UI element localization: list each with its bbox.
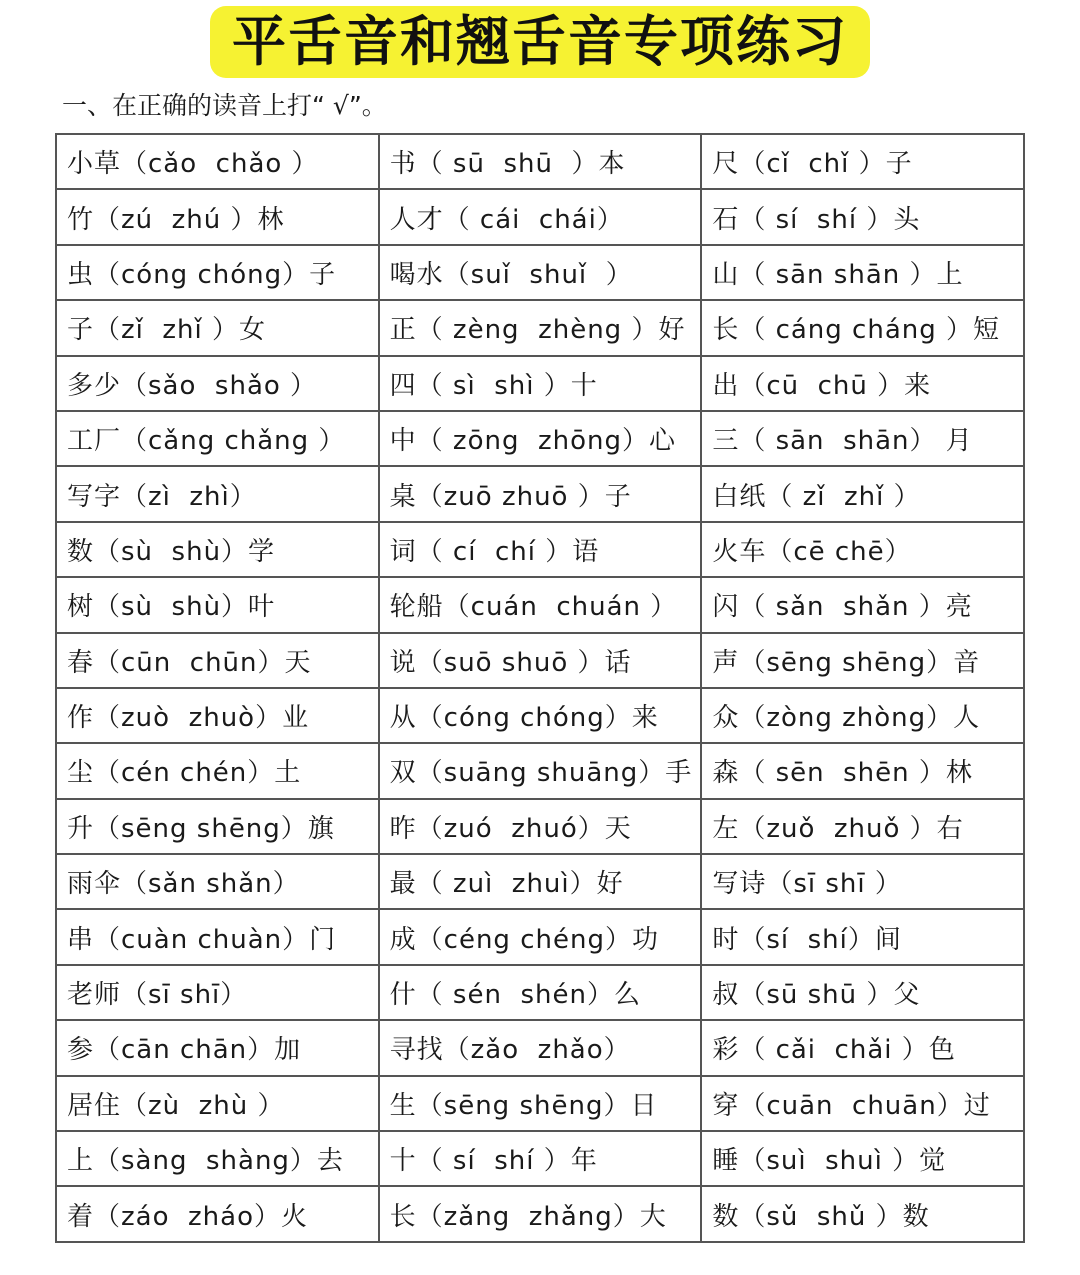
exercise-item[interactable]: 居住（zù zhù ） bbox=[67, 1090, 285, 1121]
exercise-item[interactable]: 数（sǔ shǔ ）数 bbox=[712, 1201, 930, 1232]
table-row bbox=[56, 522, 1024, 577]
table-row bbox=[56, 909, 1024, 964]
exercise-cell bbox=[56, 1076, 379, 1131]
exercise-item[interactable]: 众（zòng zhòng）人 bbox=[712, 703, 981, 734]
exercise-item[interactable]: 闪（ sǎn shǎn ）亮 bbox=[712, 592, 973, 623]
exercise-item[interactable]: 虫（cóng chóng）子 bbox=[67, 259, 337, 290]
exercise-cell bbox=[379, 245, 702, 300]
table-row bbox=[56, 466, 1024, 521]
exercise-item[interactable]: 词（ cí chí ）语 bbox=[389, 536, 600, 567]
exercise-item[interactable]: 小草（cǎo chǎo ） bbox=[67, 149, 319, 180]
exercise-item[interactable]: 人才（ cái chái） bbox=[389, 204, 624, 235]
exercise-item[interactable]: 雨伞（sǎn shǎn） bbox=[67, 869, 300, 900]
exercise-item[interactable]: 生（sēng shēng）日 bbox=[389, 1090, 658, 1121]
exercise-item[interactable]: 春（cūn chūn）天 bbox=[67, 647, 312, 678]
exercise-item[interactable]: 长（ cáng cháng ）短 bbox=[712, 315, 1001, 346]
exercise-item[interactable]: 子（zǐ zhǐ ）女 bbox=[67, 315, 267, 346]
exercise-cell bbox=[701, 799, 1024, 854]
exercise-item[interactable]: 最（ zuì zhuì）好 bbox=[389, 869, 624, 900]
exercise-item[interactable]: 老师（sī shī） bbox=[67, 980, 248, 1011]
table-row bbox=[56, 633, 1024, 688]
exercise-cell bbox=[56, 1131, 379, 1186]
exercise-cell bbox=[56, 688, 379, 743]
exercise-cell bbox=[56, 909, 379, 964]
exercise-cell bbox=[56, 522, 379, 577]
exercise-cell bbox=[56, 300, 379, 355]
exercise-cell bbox=[56, 466, 379, 521]
exercise-item[interactable]: 着（záo zháo）火 bbox=[67, 1201, 308, 1232]
exercise-item[interactable]: 中（ zōng zhōng）心 bbox=[389, 426, 677, 457]
exercise-cell bbox=[701, 1186, 1024, 1241]
exercise-cell bbox=[379, 909, 702, 964]
exercise-item[interactable]: 参（cān chān）加 bbox=[67, 1035, 302, 1066]
exercise-cell bbox=[379, 1076, 702, 1131]
table-row bbox=[56, 1186, 1024, 1241]
exercise-item[interactable]: 出（cū chū ）来 bbox=[712, 370, 932, 401]
exercise-cell bbox=[379, 1186, 702, 1241]
exercise-cell bbox=[379, 1020, 702, 1075]
exercise-cell bbox=[56, 743, 379, 798]
exercise-cell bbox=[379, 965, 702, 1020]
exercise-item[interactable]: 轮船（cuán chuán ） bbox=[389, 592, 678, 623]
exercise-item[interactable]: 森（ sēn shēn ）林 bbox=[712, 758, 973, 789]
exercise-item[interactable]: 写诗（sī shī ） bbox=[712, 869, 902, 900]
exercise-cell bbox=[701, 577, 1024, 632]
table-row bbox=[56, 799, 1024, 854]
table-row bbox=[56, 300, 1024, 355]
exercise-cell bbox=[701, 300, 1024, 355]
exercise-cell bbox=[56, 245, 379, 300]
exercise-item[interactable]: 尺（cǐ chǐ ）子 bbox=[712, 149, 913, 180]
table-row bbox=[56, 189, 1024, 244]
exercise-item[interactable]: 叔（sū shū ）父 bbox=[712, 980, 921, 1011]
exercise-cell bbox=[701, 1020, 1024, 1075]
exercise-cell bbox=[701, 1131, 1024, 1186]
exercise-item[interactable]: 多少（sǎo shǎo ） bbox=[67, 370, 318, 401]
pinyin-exercise-table bbox=[55, 133, 1025, 1243]
exercise-item[interactable]: 喝水（suǐ shuǐ ） bbox=[389, 259, 633, 290]
exercise-cell bbox=[701, 356, 1024, 411]
exercise-cell bbox=[56, 1186, 379, 1241]
exercise-cell bbox=[379, 189, 702, 244]
exercise-cell bbox=[701, 743, 1024, 798]
exercise-cell bbox=[379, 356, 702, 411]
exercise-cell bbox=[379, 688, 702, 743]
table-row bbox=[56, 688, 1024, 743]
exercise-item[interactable]: 什（ sén shén）么 bbox=[389, 980, 641, 1011]
instruction-text: 一、在正确的读音上打“ √”。 bbox=[62, 91, 387, 120]
exercise-cell bbox=[701, 522, 1024, 577]
exercise-cell bbox=[701, 134, 1024, 189]
exercise-item[interactable]: 石（ sí shí ）头 bbox=[712, 204, 921, 235]
exercise-item[interactable]: 四（ sì shì ）十 bbox=[389, 370, 598, 401]
exercise-item[interactable]: 数（sù shù）学 bbox=[67, 536, 276, 567]
exercise-item[interactable]: 工厂（cǎng chǎng ） bbox=[67, 426, 346, 457]
exercise-cell bbox=[56, 134, 379, 189]
exercise-item[interactable]: 作（zuò zhuò）业 bbox=[67, 703, 310, 734]
exercise-item[interactable]: 从（cóng chóng）来 bbox=[389, 703, 659, 734]
table-row bbox=[56, 577, 1024, 632]
exercise-item[interactable]: 书（ sū shū ）本 bbox=[389, 149, 626, 180]
table-row bbox=[56, 1020, 1024, 1075]
title-banner bbox=[0, 0, 1080, 86]
exercise-cell bbox=[701, 965, 1024, 1020]
exercise-item[interactable]: 左（zuǒ zhuǒ ）右 bbox=[712, 813, 964, 844]
exercise-item[interactable]: 写字（zì zhì） bbox=[67, 481, 257, 512]
exercise-cell bbox=[56, 854, 379, 909]
exercise-item[interactable]: 说（suō shuō ）话 bbox=[389, 647, 632, 678]
exercise-cell bbox=[56, 189, 379, 244]
exercise-cell bbox=[379, 633, 702, 688]
exercise-cell bbox=[379, 799, 702, 854]
exercise-item[interactable]: 时（sí shí）间 bbox=[712, 924, 902, 955]
table-row bbox=[56, 854, 1024, 909]
exercise-cell bbox=[701, 909, 1024, 964]
exercise-item[interactable]: 双（suāng shuāng）手 bbox=[389, 758, 693, 789]
exercise-cell bbox=[379, 134, 702, 189]
exercise-cell bbox=[56, 799, 379, 854]
exercise-item[interactable]: 尘（cén chén）土 bbox=[67, 758, 302, 789]
table-row bbox=[56, 134, 1024, 189]
table-row bbox=[56, 1076, 1024, 1131]
exercise-cell bbox=[379, 466, 702, 521]
exercise-item[interactable]: 山（ sān shān ）上 bbox=[712, 259, 964, 290]
exercise-cell bbox=[56, 965, 379, 1020]
exercise-cell bbox=[379, 411, 702, 466]
exercise-cell bbox=[379, 522, 702, 577]
exercise-item[interactable]: 火车（cē chē） bbox=[712, 536, 912, 567]
exercise-item[interactable]: 寻找（zǎo zhǎo） bbox=[389, 1035, 631, 1066]
exercise-item[interactable]: 上（sàng shàng）去 bbox=[67, 1146, 344, 1177]
page-title: 平舌音和翘舌音专项练习 bbox=[210, 6, 870, 78]
exercise-cell bbox=[701, 411, 1024, 466]
exercise-item[interactable]: 树（sù shù）叶 bbox=[67, 592, 276, 623]
table-row bbox=[56, 356, 1024, 411]
table-row bbox=[56, 965, 1024, 1020]
exercise-cell bbox=[701, 466, 1024, 521]
table-body bbox=[56, 134, 1024, 1242]
exercise-item[interactable]: 十（ sí shí ）年 bbox=[389, 1146, 598, 1177]
exercise-cell bbox=[379, 854, 702, 909]
exercise-cell bbox=[56, 633, 379, 688]
exercise-item[interactable]: 穿（cuān chuān）过 bbox=[712, 1090, 991, 1121]
exercise-cell bbox=[701, 633, 1024, 688]
exercise-item[interactable]: 昨（zuó zhuó）天 bbox=[389, 813, 632, 844]
exercise-item[interactable]: 三（ sān shān） 月 bbox=[712, 426, 973, 457]
exercise-cell bbox=[701, 1076, 1024, 1131]
exercise-cell bbox=[701, 245, 1024, 300]
exercise-item[interactable]: 升（sēng shēng）旗 bbox=[67, 813, 335, 844]
exercise-cell bbox=[379, 1131, 702, 1186]
exercise-cell bbox=[701, 854, 1024, 909]
table-row bbox=[56, 743, 1024, 798]
exercise-cell bbox=[56, 577, 379, 632]
table-row bbox=[56, 245, 1024, 300]
exercise-item[interactable]: 正（ zèng zhèng ）好 bbox=[389, 315, 686, 346]
exercise-item[interactable]: 竹（zú zhú ）林 bbox=[67, 204, 285, 235]
exercise-item[interactable]: 彩（ cǎi chǎi ）色 bbox=[712, 1035, 956, 1066]
exercise-item[interactable]: 白纸（ zǐ zhǐ ） bbox=[712, 481, 921, 512]
exercise-cell bbox=[379, 577, 702, 632]
exercise-item[interactable]: 长（zǎng zhǎng）大 bbox=[389, 1201, 667, 1232]
exercise-item[interactable]: 桌（zuō zhuō ）子 bbox=[389, 481, 632, 512]
exercise-cell bbox=[56, 411, 379, 466]
exercise-item[interactable]: 串（cuàn chuàn）门 bbox=[67, 924, 337, 955]
table-row bbox=[56, 1131, 1024, 1186]
exercise-cell bbox=[56, 356, 379, 411]
exercise-cell bbox=[56, 1020, 379, 1075]
exercise-cell bbox=[379, 300, 702, 355]
exercise-cell bbox=[701, 688, 1024, 743]
exercise-item[interactable]: 成（céng chéng）功 bbox=[389, 924, 659, 955]
exercise-item[interactable]: 睡（suì shuì ）觉 bbox=[712, 1146, 947, 1177]
exercise-item[interactable]: 声（sēng shēng）音 bbox=[712, 647, 981, 678]
exercise-cell bbox=[701, 189, 1024, 244]
table-row bbox=[56, 411, 1024, 466]
exercise-cell bbox=[379, 743, 702, 798]
